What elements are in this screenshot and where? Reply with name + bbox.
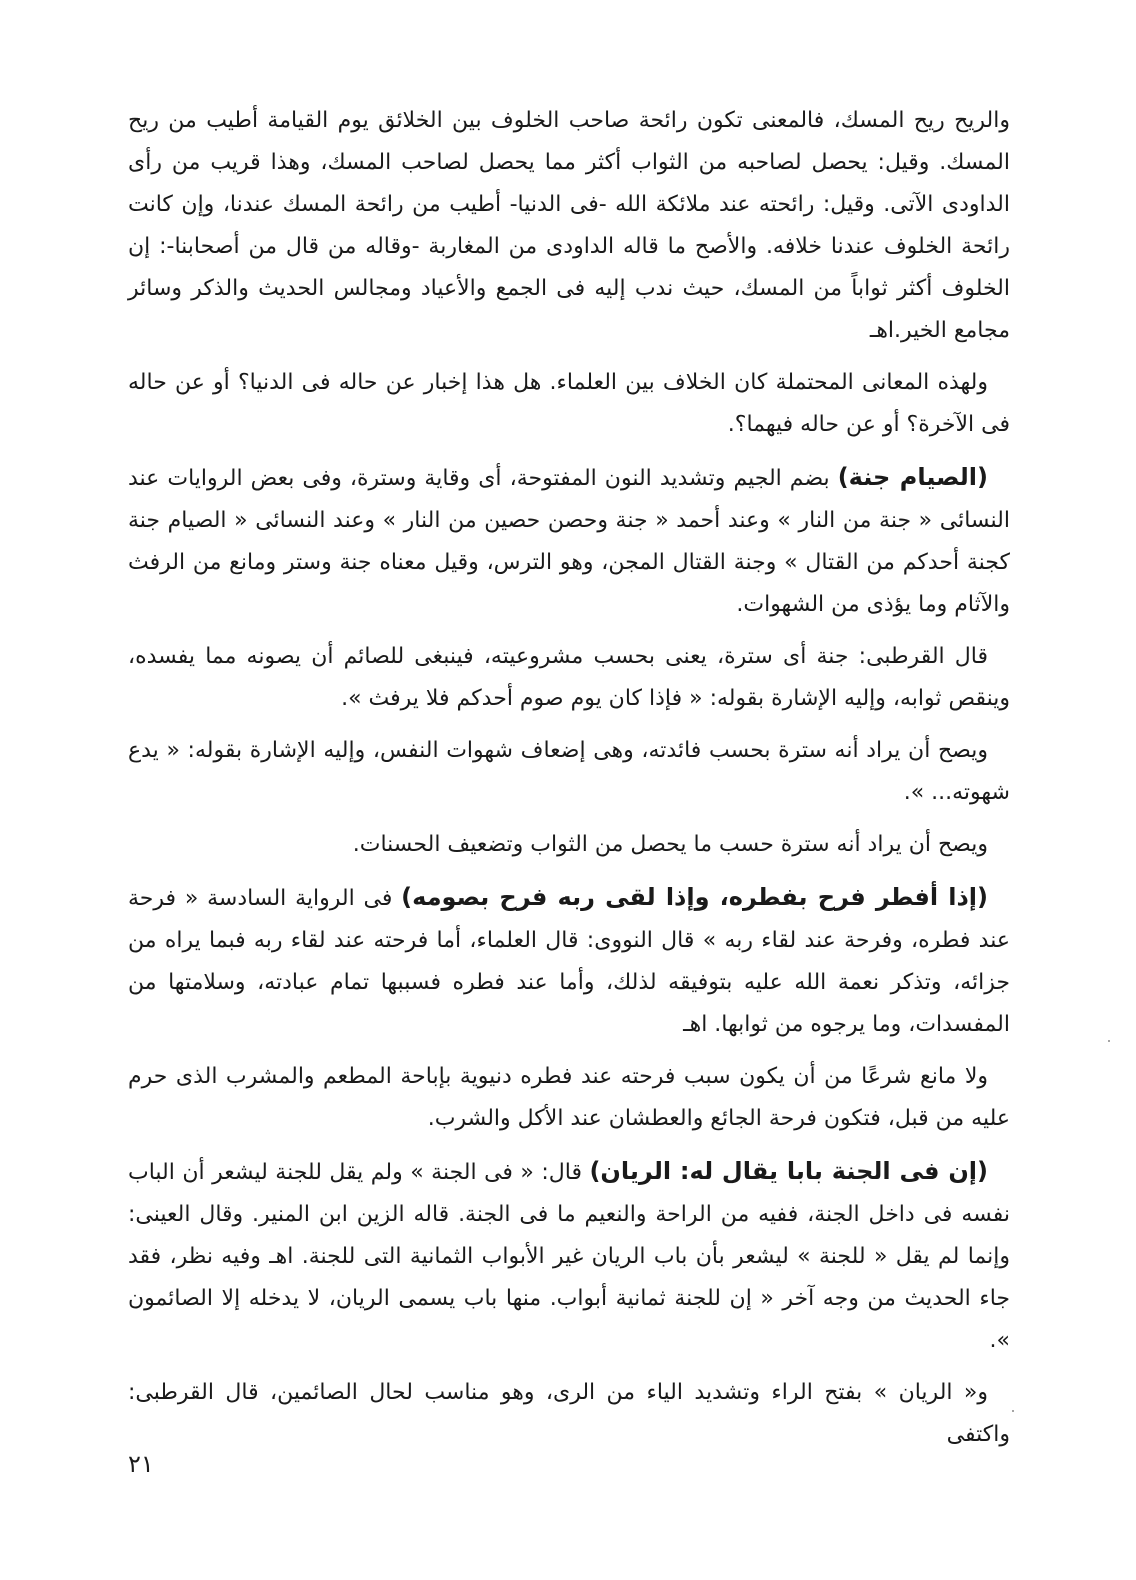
paragraph-5 [128,730,1010,814]
paragraph-4 [128,636,1010,720]
paragraph-9 [128,1150,1010,1362]
scan-speck [1012,1410,1014,1412]
paragraph-2-text: ولهذه المعانى المحتملة كان الخلاف بين العلماء. هل هذا إخبار عن حاله فى الدنيا؟ أو عن حاله فى الآخرة؟ أو عن حاله فيهما؟. [128,370,1010,437]
paragraph-5-text: ويصح أن يراد أنه سترة بحسب فائدته، وهى إضعاف شهوات النفس، وإليه الإشارة بقوله: « يدع شهوته... ». [128,738,1010,805]
paragraph-8 [128,1056,1010,1140]
page-body [128,100,1010,1466]
page-number: ٢١ [128,1450,154,1478]
paragraph-2 [128,362,1010,446]
paragraph-1-text: والريح ريح المسك، فالمعنى تكون رائحة صاحب الخلوف بين الخلائق يوم القيامة أطيب من ريح المسك. وقيل: يحصل لصاحبه من الثواب أكثر مما يحصل لصاحب المسك، وهذا قريب من رأى الداودى الآتى. وقيل: رائحته عند ملائكة الله -فى الدنيا- أطيب من رائحة المسك عندنا، وإن كانت رائحة الخلوف عندنا خلافه. والأصح ما قاله الداودى من المغاربة -وقاله من قال من أصحابنا-: إن الخلوف أكثر ثواباً من المسك، حيث ندب إليه فى الجمع والأعياد ومجالس الحديث والذكر وسائر مجامع الخير.اهـ [128,108,1010,343]
paragraph-6-text: ويصح أن يراد أنه سترة حسب ما يحصل من الثواب وتضعيف الحسنات. [352,832,988,857]
paragraph-9-text: قال: « فى الجنة » ولم يقل للجنة ليشعر أن الباب نفسه فى داخل الجنة، ففيه من الراحة والنعيم ما فى الجنة. قاله الزين ابن المنير. وقال العينى: وإنما لم يقل « للجنة » ليشعر بأن باب الريان غير الأبواب الثمانية التى للجنة. اهـ وفيه نظر، فقد جاء الحديث من وجه آخر « إن للجنة ثمانية أبواب. منها باب يسمى الريان، لا يدخله إلا الصائمون ». [128,1160,1010,1353]
scan-speck [1108,1040,1110,1042]
paragraph-9-heading: (إن فى الجنة بابا يقال له: الريان) [589,1157,989,1185]
paragraph-4-text: قال القرطبى: جنة أى سترة، يعنى بحسب مشروعيته، فينبغى للصائم أن يصونه مما يفسده، وينقص ثوابه، وإليه الإشارة بقوله: « فإذا كان يوم صوم أحدكم فلا يرفث ». [128,644,1010,711]
paragraph-3 [128,456,1010,626]
paragraph-10-text: و« الريان » بفتح الراء وتشديد الياء من الرى، وهو مناسب لحال الصائمين، قال القرطبى: واكتفى [128,1380,1010,1447]
paragraph-8-text: ولا مانع شرعًا من أن يكون سبب فرحته عند فطره دنيوية بإباحة المطعم والمشرب الذى حرم عليه من قبل، فتكون فرحة الجائع والعطشان عند الأكل والشرب. [128,1064,1010,1131]
paragraph-6 [128,824,1010,866]
paragraph-3-heading: (الصيام جنة) [837,463,988,491]
paragraph-7-heading: (إذا أفطر فرح بفطره، وإذا لقى ربه فرح بصومه) [401,883,988,911]
paragraph-1 [128,100,1010,352]
paragraph-10 [128,1372,1010,1456]
paragraph-3-text: بضم الجيم وتشديد النون المفتوحة، أى وقاية وسترة، وفى بعض الروايات عند النسائى « جنة من النار » وعند أحمد « جنة وحصن حصين من النار » وعند النسائى « الصيام جنة كجنة أحدكم من القتال » وجنة القتال المجن، وهو الترس، وقيل معناه جنة وستر ومانع من الرفث والآثام وما يؤذى من الشهوات. [128,466,1010,617]
paragraph-7 [128,876,1010,1046]
paragraph-7-text: فى الرواية السادسة « فرحة عند فطره، وفرحة عند لقاء ربه » قال النووى: قال العلماء، أما فرحته عند لقاء ربه فبما يراه من جزائه، وتذكر نعمة الله عليه بتوفيقه لذلك، وأما عند فطره فسببها تمام عبادته، وسلامتها من المفسدات، وما يرجوه من ثوابها. اهـ [128,886,1010,1037]
